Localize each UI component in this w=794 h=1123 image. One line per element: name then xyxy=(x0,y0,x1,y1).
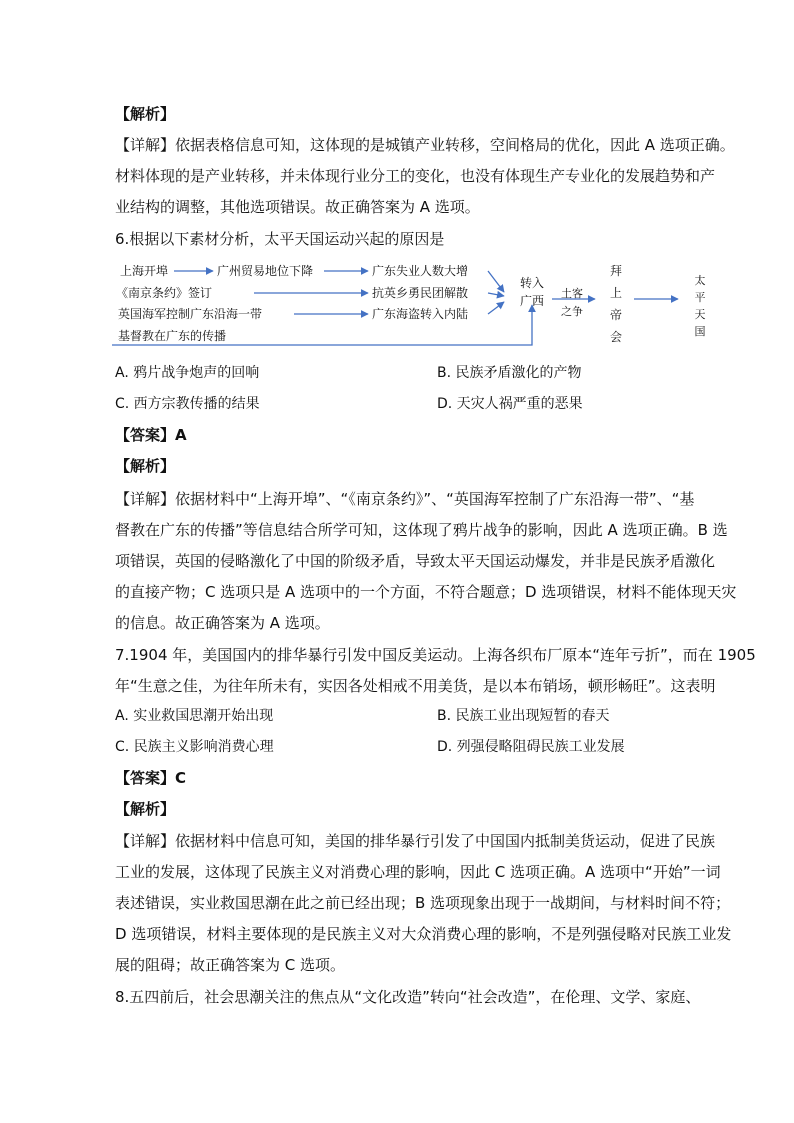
q7-detail-line-1: 【详解】依据材料中信息可知，美国的排华暴行引发了中国国内抵制美货运动，促进了民族 xyxy=(115,832,716,850)
diagram-item-shanghai: 上海开埠 xyxy=(120,264,169,278)
q5-detail-line-2: 材料体现的是产业转移，并未体现行业分工的变化，也没有体现生产专业化的发展趋势和产 xyxy=(115,167,716,185)
q7-stem-line-2: 年“生意之佳，为往年所未有，实因各处相戒不用美货，是以本布销场，顿形畅旺”。这表明 xyxy=(115,677,716,695)
diagram-node-conflict: 之争 xyxy=(561,305,583,318)
q7-option-a: A. 实业救国思潮开始出现 xyxy=(115,708,274,724)
q7-answer: 【答案】C xyxy=(115,769,187,787)
diagram-node-taiping: 太 平 天 国 xyxy=(694,274,706,338)
q6-option-b: B. 民族矛盾激化的产物 xyxy=(437,365,582,381)
q6-answer: 【答案】A xyxy=(115,426,187,444)
q7-option-d: D. 列强侵略阻碍民族工业发展 xyxy=(437,739,625,755)
diagram-item-christianity: 基督教在广东的传播 xyxy=(118,329,227,343)
q6-detail-line-3: 项错误，英国的侵略激化了中国的阶级矛盾，导致太平天国运动爆发，并非是民族矛盾激化 xyxy=(115,552,716,570)
q7-analysis-heading: 【解析】 xyxy=(115,800,176,818)
q6-option-d: D. 天灾人祸严重的恶果 xyxy=(437,396,583,412)
q6-analysis-heading: 【解析】 xyxy=(115,457,176,475)
q7-detail-line-2: 工业的发展，这体现了民族主义对消费心理的影响，因此 C 选项正确。A 选项中“开始”一词 xyxy=(115,863,721,881)
q6-option-c: C. 西方宗教传播的结果 xyxy=(115,396,260,412)
diagram-node-move-in: 转入 xyxy=(520,276,545,290)
q5-detail-line-1: 【详解】依据表格信息可知，这体现的是城镇产业转移，空间格局的优化，因此 A 选项正确。 xyxy=(115,136,735,154)
q7-stem-line-1: 7.1904 年，美国国内的排华暴行引发中国反美运动。上海各织布厂原本“连年亏折”，而在 1905 xyxy=(115,646,756,664)
diagram-node-guangxi: 广西 xyxy=(520,294,545,308)
q6-stem: 6.根据以下素材分析，太平天国运动兴起的原因是 xyxy=(115,230,445,248)
q6-cause-diagram xyxy=(112,260,712,355)
q6-option-a: A. 鸦片战争炮声的回响 xyxy=(115,365,260,381)
diagram-item-unemployment: 广东失业人数大增 xyxy=(372,264,469,278)
q8-stem: 8.五四前后，社会思潮关注的焦点从“文化改造”转向“社会改造”，在伦理、文学、家庭、 xyxy=(115,988,701,1006)
arrow-pirates-to-guangxi xyxy=(488,302,504,314)
q7-detail-line-3: 表述错误，实业救国思潮在此之前已经出现；B 选项现象出现于一战期间，与材料时间不符； xyxy=(115,894,731,912)
q6-detail-line-2: 督教在广东的传播”等信息结合所学可知，这体现了鸦片战争的影响，因此 A 选项正确。B 选 xyxy=(115,521,728,539)
q7-option-b: B. 民族工业出现短暂的春天 xyxy=(437,708,610,724)
diagram-item-treaty: 《南京条约》签订 xyxy=(116,286,213,300)
q5-detail-line-3: 业结构的调整，其他选项错误。故正确答案为 A 选项。 xyxy=(115,198,480,216)
q6-detail-line-1: 【详解】依据材料中“上海开埠”、“《南京条约》”、“英国海军控制了广东沿海一带”、“基 xyxy=(115,490,695,508)
diagram-item-pirates: 广东海盗转入内陆 xyxy=(372,307,469,321)
arrow-militia-to-guangxi xyxy=(488,293,504,296)
q6-detail-line-4: 的直接产物；C 选项只是 A 选项中的一个方面，不符合题意；D 选项错误，材料不能体现天灾 xyxy=(115,583,737,601)
diagram-node-tuke: 土客 xyxy=(561,287,583,300)
diagram-item-guangzhou-trade: 广州贸易地位下降 xyxy=(217,264,314,278)
q7-option-c: C. 民族主义影响消费心理 xyxy=(115,739,274,755)
q5-analysis-heading: 【解析】 xyxy=(115,105,176,123)
diagram-item-navy: 英国海军控制广东沿海一带 xyxy=(118,307,263,321)
diagram-node-god-society: 拜 上 帝 会 xyxy=(609,264,622,344)
q7-detail-line-4: D 选项错误，材料主要体现的是民族主义对大众消费心理的影响，不是列强侵略对民族工业发 xyxy=(115,925,732,943)
diagram-item-militia: 抗英乡勇民团解散 xyxy=(372,286,469,300)
q7-detail-line-5: 展的阻碍；故正确答案为 C 选项。 xyxy=(115,956,346,974)
q6-detail-line-5: 的信息。故正确答案为 A 选项。 xyxy=(115,614,330,632)
arrow-unemployment-to-guangxi xyxy=(488,271,504,292)
